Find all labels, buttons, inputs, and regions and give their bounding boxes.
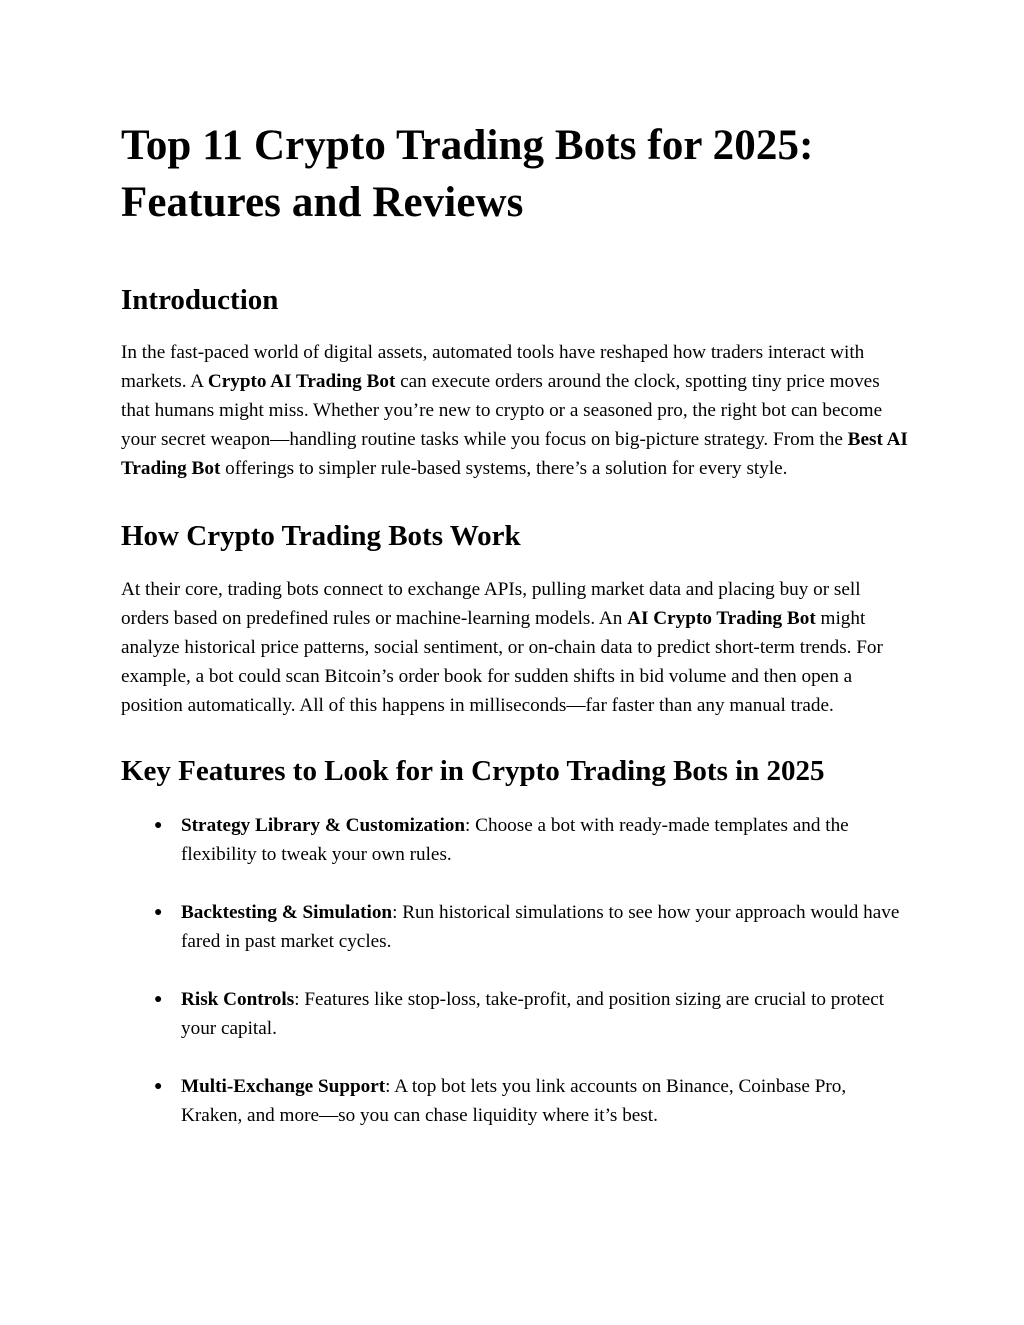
bold-term: AI Crypto Trading Bot	[627, 608, 816, 629]
how-it-works-paragraph	[121, 575, 911, 720]
feature-description: : A top bot lets you link accounts on Binance, Coinbase Pro, Kraken, and more—so you can chase liquidity where it’s best.	[181, 1076, 847, 1126]
section-heading-key-features: Key Features to Look for in Crypto Trading Bots in 2025	[121, 755, 825, 787]
list-item	[121, 985, 911, 1043]
introduction-paragraph	[121, 338, 911, 483]
text-run: offerings to simpler rule-based systems, there’s a solution for every style.	[220, 458, 788, 479]
feature-description: : Features like stop-loss, take-profit, and position sizing are crucial to protect your capital.	[181, 989, 885, 1039]
section-heading-introduction: Introduction	[121, 284, 279, 316]
document-page	[121, 117, 911, 1159]
bullet-icon: ●	[154, 818, 163, 833]
list-item	[121, 1072, 911, 1130]
feature-term: Risk Controls	[181, 989, 295, 1010]
feature-description: : Run historical simulations to see how your approach would have fared in past market cycles.	[181, 902, 900, 952]
list-item	[121, 811, 911, 869]
feature-list	[121, 811, 911, 1130]
feature-description: : Choose a bot with ready-made templates and the flexibility to tweak your own rules.	[181, 815, 849, 865]
bullet-icon: ●	[154, 905, 163, 920]
document-title: Top 11 Crypto Trading Bots for 2025: Features and Reviews	[121, 122, 814, 226]
text-run: might analyze historical price patterns, social sentiment, or on-chain data to predict short-term trends. For example, a bot could scan Bitcoin’s order book for sudden shifts in bid volume and then open a position automatically. All of this happens in milliseconds—far faster than any manual trade.	[121, 608, 883, 716]
bullet-icon: ●	[154, 1079, 163, 1094]
bold-term: Best AI Trading Bot	[121, 429, 908, 479]
feature-term: Multi-Exchange Support	[181, 1076, 386, 1097]
text-run: In the fast-paced world of digital assets, automated tools have reshaped how traders interact with markets. A	[121, 342, 865, 392]
text-run: At their core, trading bots connect to exchange APIs, pulling market data and placing buy or sell orders based on predefined rules or machine-learning models. An	[121, 579, 861, 629]
feature-term: Backtesting & Simulation	[181, 902, 393, 923]
text-run: can execute orders around the clock, spotting tiny price moves that humans might miss. Whether you’re new to crypto or a seasoned pro, the right bot can become your secret weapon—handling routine tasks while you focus on big-picture strategy. From the	[121, 371, 883, 450]
list-item	[121, 898, 911, 956]
section-heading-how-it-works: How Crypto Trading Bots Work	[121, 520, 521, 552]
bullet-icon: ●	[154, 992, 163, 1007]
bold-term: Crypto AI Trading Bot	[207, 371, 396, 392]
feature-term: Strategy Library & Customization	[181, 815, 466, 836]
